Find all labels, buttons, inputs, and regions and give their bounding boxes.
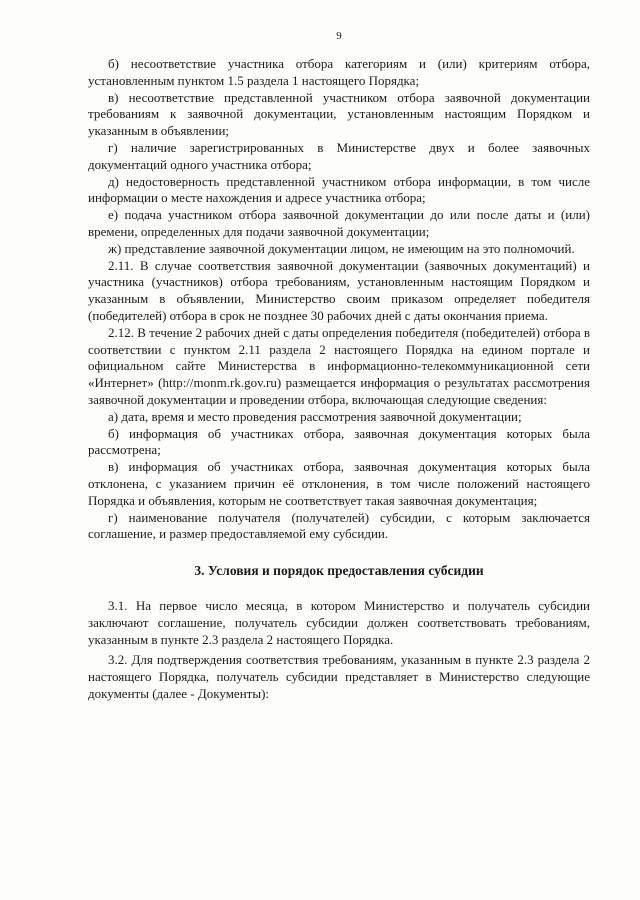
paragraph-2-12-a: а) дата, время и место проведения рассмотрения заявочной документации; bbox=[108, 408, 522, 424]
paragraph-3-2: 3.2. Для подтверждения соответствия требованиям, указанным в пункте 2.3 раздела 2 настоящего Порядка, получатель субсидии представляет в Министерство следующие документы (далее - Документы): bbox=[88, 652, 590, 701]
paragraph-2-12-g: г) наименование получателя (получателей) субсидии, с которым заключается соглашение, и размер предоставляемой ему субсидии. bbox=[88, 509, 590, 542]
paragraph-2-12-v: в) информация об участниках отбора, заявочная документация которых была отклонена, с указанием причин её отклонения, в том числе положений настоящего Порядка и объявления, которым не соответствует такая заявочная документация; bbox=[88, 459, 590, 508]
paragraph-item-v: в) несоответствие представленной участником отбора заявочной документации требованиям к заявочной документации, установленным настоящим Порядком и указанным в объявлении; bbox=[88, 89, 590, 139]
paragraph-2-11: 2.11. В случае соответствия заявочной документации (заявочных документаций) и участника (участников) отбора требованиям, установленным настоящим Порядком и указанным в объявлении, Министерство своим приказом определяет победителя (победителей) отбора в срок не позднее 30 рабочих дней с даты окончания приема. bbox=[88, 257, 590, 323]
paragraph-3-1: 3.1. На первое число месяца, в котором Министерство и получатель субсидии заключают соглашение, получатель субсидии должен соответствовать требованиям, указанным в пункте 2.3 раздела 2 настоящего Порядка. bbox=[88, 597, 590, 647]
paragraph-item-d: д) недостоверность представленной участником отбора информации, в том числе информации о месте нахождения и адресе участника отбора; bbox=[88, 173, 590, 206]
section-title: 3. Условия и порядок предоставления субсидии bbox=[194, 563, 484, 579]
document-body bbox=[88, 56, 590, 703]
paragraph-item-g: г) наличие зарегистрированных в Министерстве двух и более заявочных документаций одного участника отбора; bbox=[88, 139, 590, 172]
page-number: 9 bbox=[336, 30, 342, 42]
paragraph-item-e: е) подача участником отбора заявочной документации до или после даты и (или) времени, определенных для подачи заявочной документации; bbox=[88, 207, 590, 239]
paragraph-2-12-b: б) информация об участниках отбора, заявочная документация которых была рассмотрена; bbox=[88, 425, 590, 458]
paragraph-2-12: 2.12. В течение 2 рабочих дней с даты определения победителя (победителей) отбора в соответствии с пунктом 2.11 раздела 2 настоящего Порядка на едином портале и официальном сайте Министерства в информационно-телекоммуникационной сети «Интернет» (http://monm.rk.gov.ru) размещается информация о результатах рассмотрения заявочной документации и проведении отбора, включающая следующие сведения: bbox=[88, 324, 590, 407]
paragraph-item-b: б) несоответствие участника отбора категориям и (или) критериям отбора, установленным пунктом 1.5 раздела 1 настоящего Порядка; bbox=[88, 56, 590, 88]
paragraph-item-zh: ж) представление заявочной документации лицом, не имеющим на это полномочий. bbox=[108, 240, 575, 256]
